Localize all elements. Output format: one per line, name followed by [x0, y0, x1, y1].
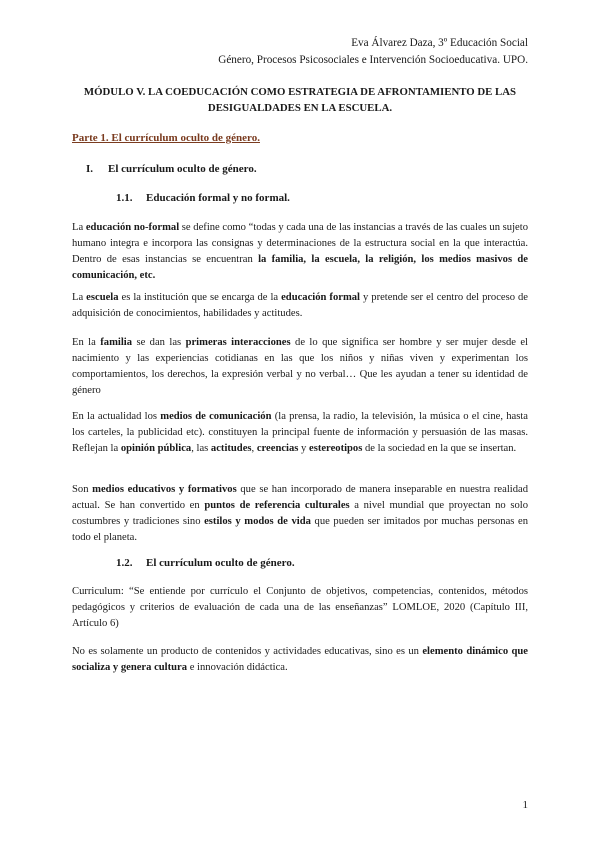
paragraph-familia: En la familia se dan las primeras interacciones de lo que significa ser hombre y ser mujer desde el nacimiento y las experiencias cotidianas en las que los niños y niñas viven y experimentan los comportamientos, los derechos, la expresión verbal y no verbal… Que les ayudan a tener su identidad de género [72, 337, 529, 397]
paragraph-medios-educativos: Son medios educativos y formativos que se han incorporado de manera inseparable en nuestra realidad actual. Se han convertido en puntos de referencia culturales a nivel mundial que proyectan no solo costumbres y tradiciones sino estilos y modos de vida que pueden ser imitados por muchas personas en todo el planeta. [72, 484, 529, 544]
subsection-number: 1.2. [116, 557, 133, 569]
header-course-line: Género, Procesos Psicosociales e Intervención Socioeducativa. UPO. [218, 54, 528, 66]
page-number: 1 [522, 799, 528, 811]
subsection-title: Educación formal y no formal. [146, 192, 290, 204]
paragraph-escuela: La escuela es la institución que se encarga de la educación formal y pretende ser el centro del proceso de adquisición de conocimientos, habilidades y actitudes. [72, 292, 529, 320]
part-heading: Parte 1. El currículum oculto de género. [72, 132, 260, 144]
section-number: I. [86, 163, 94, 175]
header-author-line: Eva Álvarez Daza, 3º Educación Social [351, 37, 528, 49]
subsection-heading-1-1 [116, 192, 290, 204]
page-header [218, 35, 528, 69]
paragraph-educacion-no-formal: La educación no-formal se define como “todas y cada una de las instancias a través de las cuales un sujeto humano integra e incorpora las consignas y determinaciones de la estructura social en la que interactúa. Dentro de esas instancias se encuentran la familia, la escuela, la religión, los medios masivos de comunicación, etc. [72, 222, 528, 282]
section-title: El currículum oculto de género. [108, 163, 257, 175]
paragraph-curriculum-definition: Curriculum: “Se entiende por currículo el Conjunto de objetivos, competencias, contenidos, métodos pedagógicos y criterios de evaluación de cada una de las enseñanzas” LOMLOE, 2020 (Capítulo III, Artículo 6) [72, 586, 528, 630]
paragraph-medios-comunicacion: En la actualidad los medios de comunicación (la prensa, la radio, la televisión, la música o el cine, hasta los carteles, la publicidad etc). constituyen la principal fuente de información y persuasión de las masas. Reflejan la opinión pública, las actitudes, creencias y estereotipos de la sociedad en la que se insertan. [72, 411, 528, 455]
module-title: MÓDULO V. LA COEDUCACIÓN COMO ESTRATEGIA DE AFRONTAMIENTO DE LAS DESIGUALDADES EN LA ESCUELA. [83, 86, 517, 114]
section-heading-1 [86, 163, 257, 175]
subsection-title: El currículum oculto de género. [146, 557, 295, 569]
paragraph-elemento-dinamico: No es solamente un producto de contenidos y actividades educativas, sino es un elemento dinámico que socializa y genera cultura e innovación didáctica. [72, 646, 528, 674]
subsection-number: 1.1. [116, 192, 133, 204]
subsection-heading-1-2 [116, 557, 295, 569]
